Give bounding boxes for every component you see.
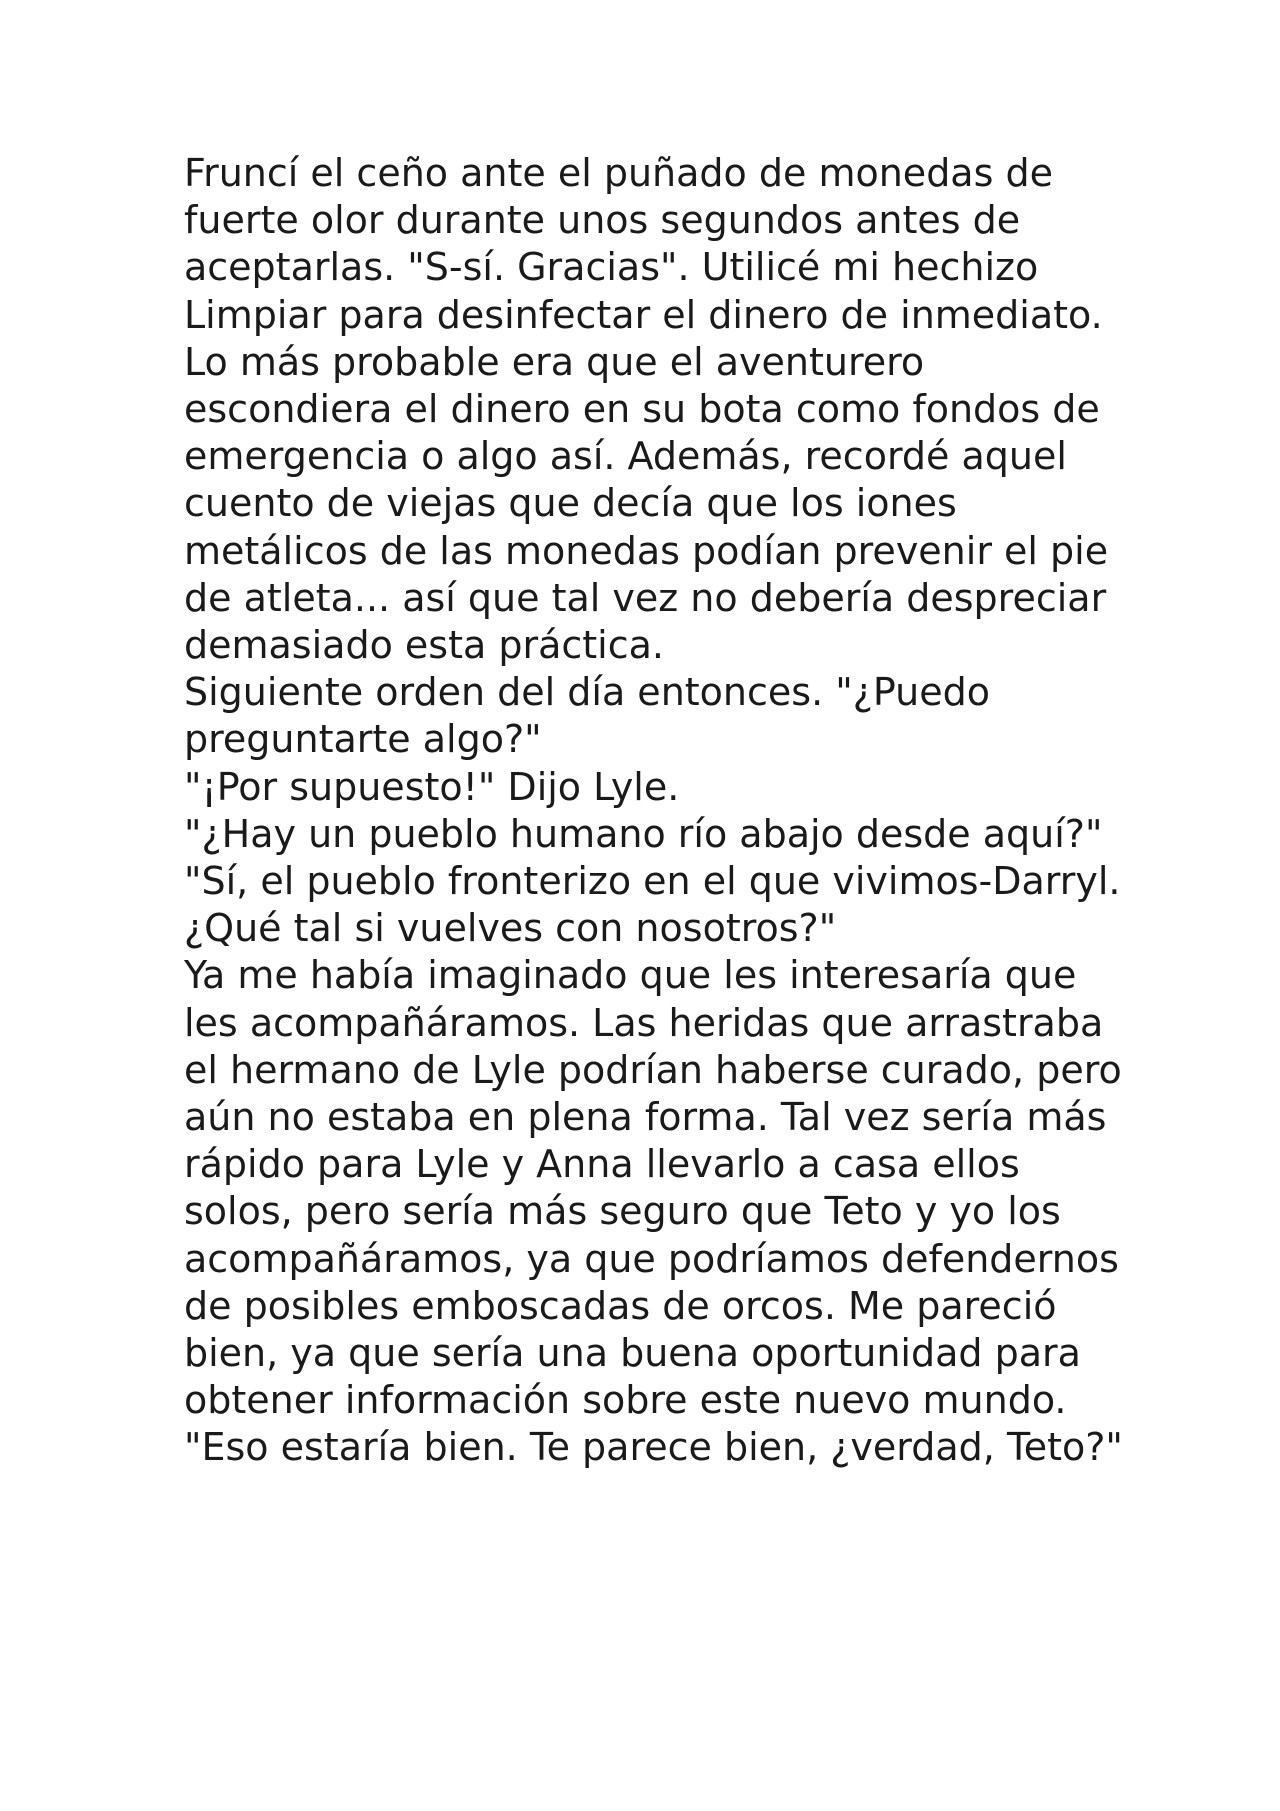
paragraph: "¿Hay un pueblo humano río abajo desde aquí?" (184, 811, 1103, 856)
paragraph: Siguiente orden del día entonces. "¿Puedo preguntarte algo?" (184, 670, 990, 762)
paragraph: "¡Por supuesto!" Dijo Lyle. (184, 764, 680, 809)
paragraph: Ya me había imaginado que les interesaría que les acompañáramos. Las heridas que arrastraba el hermano de Lyle podrían haberse curado, pero aún no estaba en plena forma. Tal vez sería más rápido para Lyle y Anna llevarlo a casa ellos solos, pero sería más seguro que Teto y yo los acompañáramos, ya que podríamos defendernos de posibles emboscadas de orcos. Me pareció bien, ya que sería una buena oportunidad para obtener información sobre este nuevo mundo. (184, 953, 1122, 1423)
paragraph: Lo más probable era que el aventurero escondiera el dinero en su bota como fondos de emergencia o algo así. Además, recordé aquel cuento de viejas que decía que los iones metálicos de las monedas podían prevenir el pie de atleta... así que tal vez no debería despreciar demasiado esta práctica. (184, 339, 1109, 668)
paragraph: "Sí, el pueblo fronterizo en el que vivimos-Darryl. ¿Qué tal si vuelves con nosotros?" (184, 859, 1121, 951)
body-text (184, 150, 1124, 1472)
paragraph: "Eso estaría bien. Te parece bien, ¿verdad, Teto?" (184, 1425, 1123, 1470)
paragraph: Fruncí el ceño ante el puñado de monedas de fuerte olor durante unos segundos antes de aceptarlas. "S-sí. Gracias". Utilicé mi hechizo Limpiar para desinfectar el dinero de inmediato. (184, 151, 1103, 337)
